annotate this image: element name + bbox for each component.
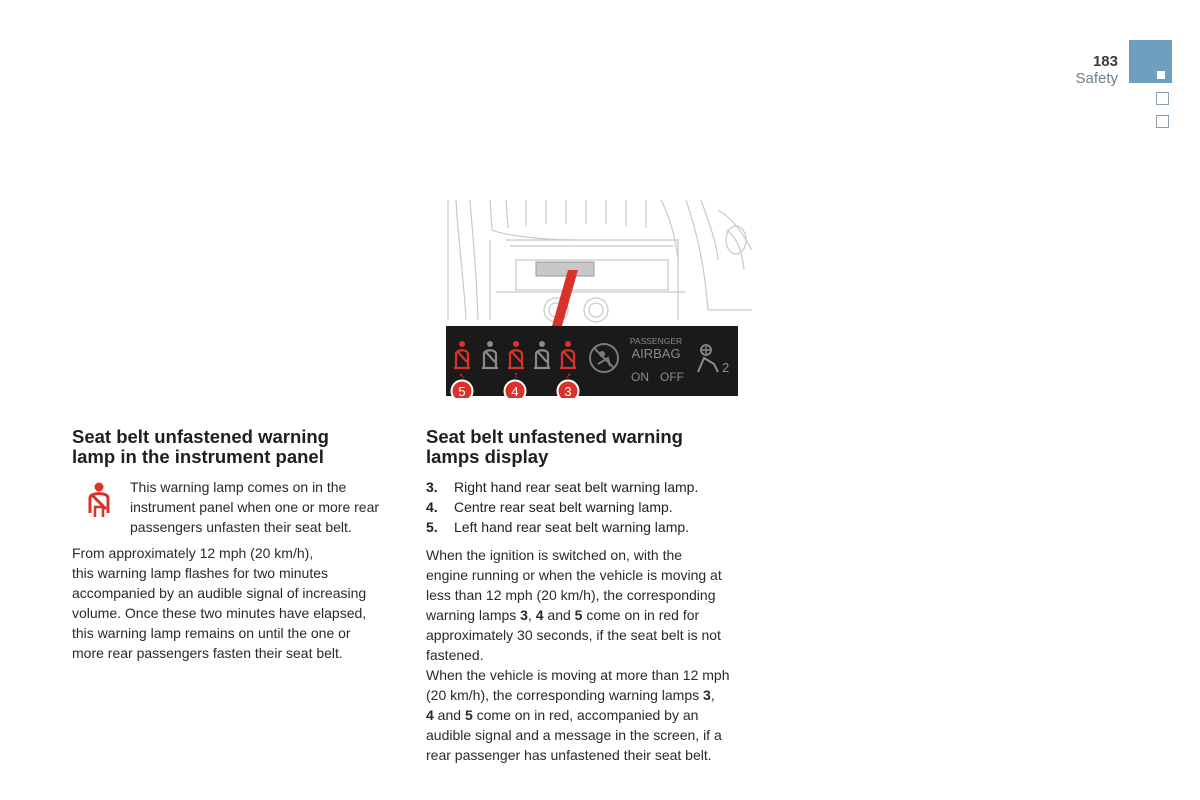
intro-row (72, 477, 407, 537)
right-heading (426, 427, 756, 467)
text-line: volume. Once these two minutes have elapsed, (72, 605, 367, 621)
callout-label: 5 (458, 384, 466, 398)
page-number: 183 (1092, 53, 1118, 70)
dashboard-drawing (446, 200, 752, 398)
seatbelt-warning-icon (72, 477, 130, 526)
heading-line: lamps display (426, 446, 549, 467)
intro-text (130, 477, 379, 537)
left-heading (72, 427, 407, 467)
right-body-para1 (426, 545, 756, 665)
dashboard-outline (448, 200, 752, 322)
text-line: rear passenger has unfastened their seat belt. (426, 747, 712, 763)
svg-text:↑: ↑ (513, 372, 519, 380)
callout-5 (452, 381, 473, 399)
lamp-ref: 5 (574, 607, 583, 623)
item-number: 5. (426, 519, 438, 535)
lamp-ref: 3 (520, 607, 528, 623)
item-text: Left hand rear seat belt warning lamp. (454, 519, 690, 535)
text-line: fastened. (426, 647, 484, 663)
right-body-para2 (426, 665, 756, 765)
callout-label: 4 (511, 384, 519, 398)
text-line: this warning lamp flashes for two minutes (72, 565, 328, 581)
lamp-list (426, 477, 756, 537)
airbag-off-label: OFF (660, 370, 684, 384)
text-line: approximately 30 seconds, if the seat belt is not (426, 627, 721, 643)
heading-line: Seat belt unfastened warning (426, 426, 683, 447)
text-line: more rear passengers fasten their seat belt. (72, 645, 343, 661)
text-segment: , (710, 687, 715, 703)
lamp-ref: 4 (426, 707, 434, 723)
warning-panel (446, 326, 738, 396)
lamp-ref: 3 (703, 687, 711, 703)
text-line: less than 12 mph (20 km/h), the corresponding (426, 587, 716, 603)
text-line: audible signal and a message in the screen, if a (426, 727, 722, 743)
callout-4 (505, 381, 526, 399)
airbag-slot-number: 2 (722, 360, 730, 375)
text-line: When the ignition is switched on, with the (426, 547, 683, 563)
item-text: Right hand rear seat belt warning lamp. (454, 479, 699, 495)
text-segment: (20 km/h), the corresponding warning lamps (426, 687, 704, 703)
dashboard-illustration (446, 200, 752, 398)
text-segment: , (527, 607, 536, 623)
text-line: This warning lamp comes on in the (130, 479, 347, 495)
section-title: Safety (1075, 70, 1118, 87)
item-text: Centre rear seat belt warning lamp. (454, 499, 673, 515)
text-segment: come on in red, accompanied by an (472, 707, 699, 723)
lamp-ref: 5 (464, 707, 473, 723)
callout-3 (558, 381, 579, 399)
lamp-ref: 4 (535, 607, 544, 623)
list-item (426, 497, 756, 517)
item-number: 3. (426, 479, 438, 495)
text-line: From approximately 12 mph (20 km/h), (72, 545, 314, 561)
text-segment: warning lamps (426, 607, 521, 623)
airbag-on-label: ON (631, 370, 649, 384)
text-line: accompanied by an audible signal of increasing (72, 585, 367, 601)
svg-text:↗: ↗ (565, 372, 571, 380)
chapter-tab (1156, 92, 1169, 105)
chapter-tab-active (1129, 40, 1172, 83)
text-line: engine running or when the vehicle is moving at (426, 567, 722, 583)
airbag-label-top: PASSENGER (629, 336, 683, 346)
text-segment: and (543, 607, 575, 623)
chapter-tab (1156, 115, 1169, 128)
left-column (72, 427, 407, 663)
heading-line: lamp in the instrument panel (72, 446, 324, 467)
item-number: 4. (426, 499, 438, 515)
text-segment: and (433, 707, 465, 723)
central-display (536, 262, 594, 276)
heading-line: Seat belt unfastened warning (72, 426, 329, 447)
chapter-tab-marker (1157, 71, 1165, 79)
text-line: this warning lamp remains on until the one or (72, 625, 351, 641)
airbag-label: AIRBAG (631, 346, 681, 361)
text-segment: come on in red for (582, 607, 700, 623)
right-column (426, 427, 756, 765)
list-item (426, 517, 756, 537)
callout-label: 3 (564, 384, 572, 398)
text-line: passengers unfasten their seat belt. (130, 519, 352, 535)
svg-text:↖: ↖ (459, 372, 465, 380)
text-line: instrument panel when one or more rear (130, 499, 380, 515)
text-line: When the vehicle is moving at more than 12 mph (426, 667, 730, 683)
list-item (426, 477, 756, 497)
left-body (72, 543, 407, 663)
